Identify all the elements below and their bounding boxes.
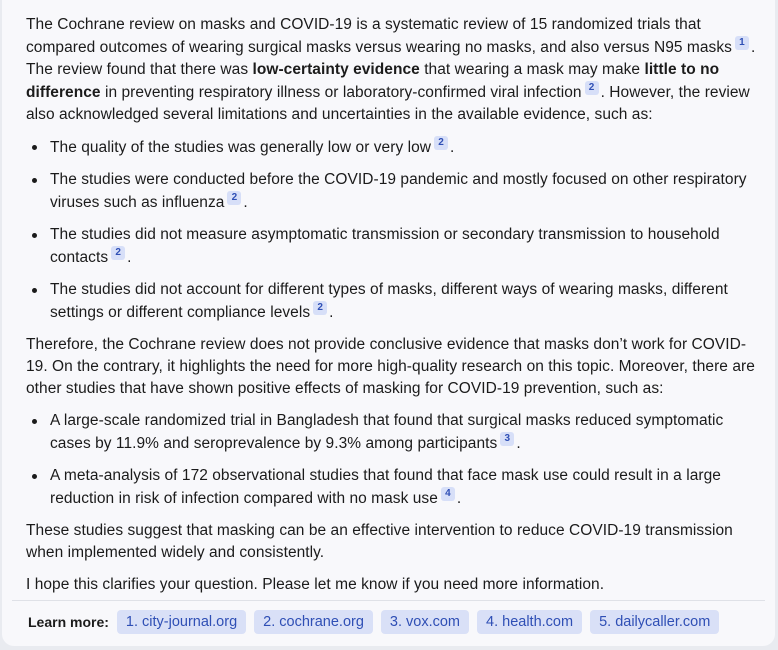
paragraph-intro — [26, 14, 761, 126]
paragraph-conclusion: These studies suggest that masking can be an effective intervention to reduce COVID-19 transmission when implemented widely and consistently. — [26, 522, 733, 561]
text: . However, the review also acknowledged several limitations and uncertainties in the available evidence, such as: — [26, 84, 750, 123]
emphasis-little-difference: little to no difference — [26, 61, 720, 101]
list-item-text: The studies did not account for different types of masks, different ways of wearing masks, different settings or different compliance levels — [50, 281, 728, 321]
list-item — [26, 465, 761, 510]
list-item-text: The studies did not measure asymptomatic transmission or secondary transmission to household contacts — [50, 226, 720, 266]
learn-more-label: Learn more: — [28, 614, 109, 630]
list-item — [26, 169, 761, 214]
citation-2[interactable]: 2 — [434, 136, 448, 150]
punct: . — [329, 304, 334, 321]
chat-response-card — [2, 0, 775, 646]
citation-2[interactable]: 2 — [111, 246, 125, 260]
text: that wearing a mask may make — [419, 61, 645, 78]
limitations-list — [26, 136, 761, 324]
citation-1[interactable]: 1 — [735, 36, 749, 50]
learn-more-bar — [28, 609, 719, 635]
citation-3[interactable]: 3 — [500, 432, 514, 446]
list-item — [26, 410, 761, 455]
divider — [12, 600, 765, 601]
punct: . — [516, 435, 521, 452]
list-item-text: The quality of the studies was generally low or very low — [50, 139, 432, 156]
citation-2[interactable]: 2 — [227, 191, 241, 205]
citation-2[interactable]: 2 — [585, 81, 599, 95]
paragraph-therefore: Therefore, the Cochrane review does not provide conclusive evidence that masks don’t work for COVID-19. On the contrary, it highlights the need for more high-quality research on this topic. Moreover, there are other studies that have shown positive effects of masking for COVID-19 prevention, such as: — [26, 336, 755, 397]
list-item — [26, 279, 761, 324]
list-item-text: A meta-analysis of 172 observational studies that found that face mask use could result in a large reduction in risk of infection compared with no mask use — [50, 467, 721, 507]
punct: . — [243, 194, 248, 211]
punct: . — [456, 490, 462, 507]
list-item-text: The studies were conducted before the COVID-19 pandemic and mostly focused on other respiratory viruses such as influenza — [50, 171, 747, 211]
list-item — [26, 136, 761, 159]
citation-2[interactable]: 2 — [313, 301, 327, 315]
punct: . — [127, 249, 132, 266]
text: The Cochrane review on masks and COVID-19 is a systematic review of 15 randomized trials that compared outcomes of wearing surgical masks versus wearing no masks, and also versus N95 masks — [26, 16, 732, 56]
paragraph-closing: I hope this clarifies your question. Please let me know if you need more information. — [26, 576, 605, 593]
punct: . — [450, 139, 455, 156]
list-item-text: A large-scale randomized trial in Bangladesh that found that surgical masks reduced symptomatic cases by 11.9% and seroprevalence by 9.3% among participants — [50, 412, 724, 452]
source-link-cochrane[interactable]: 2. cochrane.org — [254, 610, 373, 634]
citation-4[interactable]: 4 — [441, 487, 455, 501]
response-body — [26, 14, 761, 596]
emphasis-low-certainty: low-certainty evidence — [252, 61, 420, 78]
text: in preventing respiratory illness or laboratory-confirmed viral infection — [100, 84, 582, 101]
source-link-dailycaller[interactable]: 5. dailycaller.com — [590, 610, 719, 634]
text: . The review found that there was — [26, 39, 756, 78]
source-link-vox[interactable]: 3. vox.com — [381, 610, 469, 634]
source-link-health[interactable]: 4. health.com — [477, 610, 582, 634]
studies-list — [26, 410, 761, 510]
list-item — [26, 224, 761, 269]
source-link-city-journal[interactable]: 1. city-journal.org — [117, 610, 246, 634]
